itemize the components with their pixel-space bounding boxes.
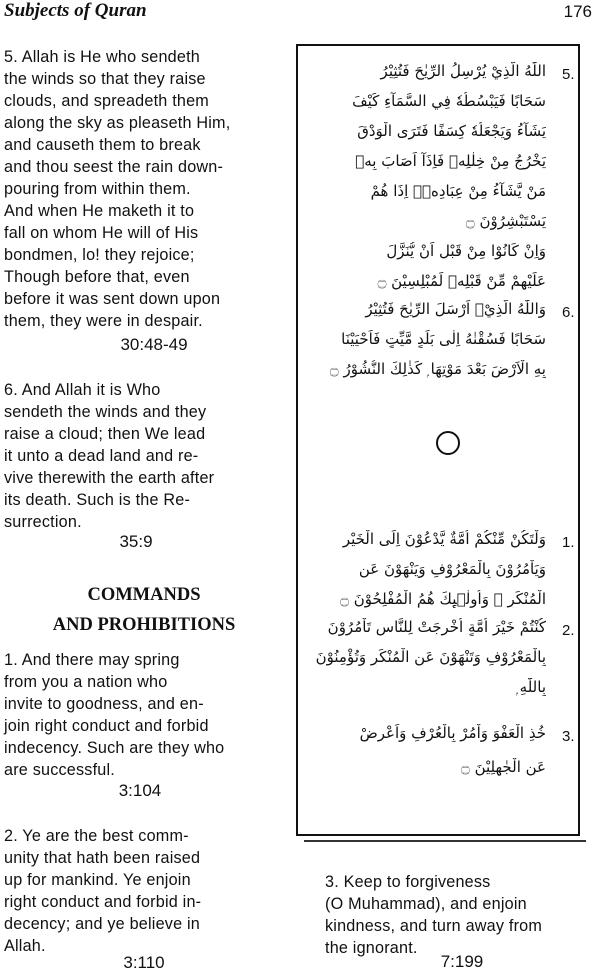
arabic-line: وَلْتَكُنْ مِّنْكُمْ اُمَّةٌ يَّدْعُوْنَ اِلَى الْخَيْرِ <box>342 530 546 548</box>
text-line: 6. And Allah it is Who <box>4 381 161 399</box>
arabic-line: يَخْرُجُ مِنْ خِلٰلِهٖ فَاِذَآ اَصَابَ بِهٖ <box>355 152 546 170</box>
arabic-line: وَاللّٰهُ الَّذِيْۤ اَرْسَلَ الرِّيٰحَ فَتُثِيْرُ <box>365 300 546 318</box>
text-line: from you a nation who <box>4 673 168 691</box>
paragraph-command-2 <box>4 825 272 957</box>
arabic-line: بِهِ الْاَرْضَ بَعْدَ مَوْتِهَا ۭ كَذٰلِكَ النُّشُوْرُ ۝ <box>329 360 546 378</box>
text-line: Allah. <box>4 937 46 955</box>
arabic-line: بِالْمَعْرُوْفِ وَتَنْهَوْنَ عَنِ الْمُنْكَرِ وَتُؤْمِنُوْنَ <box>315 648 546 666</box>
text-line: pouring from within them. <box>4 180 191 198</box>
text-line: clouds, and spreadeth them <box>4 92 209 110</box>
arabic-verse-number: 6. <box>562 304 575 321</box>
text-line: and thou seest the rain down- <box>4 158 224 176</box>
section-heading-commands: COMMANDS <box>87 585 201 605</box>
reference-command-3: 7:199 <box>440 952 484 971</box>
text-line: raise a cloud; then We lead <box>4 425 206 443</box>
text-line: and causeth them to break <box>4 136 201 154</box>
text-line: before it was sent down upon <box>4 290 221 308</box>
arabic-line: كُنْتُمْ خَيْرَ اُمَّةٍ اُخْرِجَتْ لِلنَّاسِ تَاْمُرُوْنَ <box>327 618 546 636</box>
text-line: it unto a dead land and re- <box>4 447 199 465</box>
divider-rule <box>304 840 586 842</box>
arabic-verse-number: 5. <box>562 66 575 83</box>
text-line: along the sky as pleaseth Him, <box>4 114 231 132</box>
arabic-line: الْمُنْكَرِ ۭ وَاُولٰۗىِٕكَ هُمُ الْمُفْلِحُوْنَ ۝ <box>340 590 546 608</box>
text-line: kindness, and turn away from <box>325 917 543 935</box>
text-line: 3. Keep to forgiveness <box>325 873 491 891</box>
text-line: right conduct and forbid in- <box>4 893 202 911</box>
arabic-line: عَلَيْهِمْ مِّنْ قَبْلِهٖ لَمُبْلِسِيْنَ ۝ <box>377 272 546 290</box>
section-heading-prohibitions: AND PROHIBITIONS <box>52 615 236 635</box>
text-line: indecency. Such are they who <box>4 739 225 757</box>
text-line: unity that hath been raised <box>4 849 201 867</box>
reference-command-2: 3:110 <box>123 953 165 972</box>
text-line: decency; and ye believe in <box>4 915 200 933</box>
arabic-line: وَيَاْمُرُوْنَ بِالْمَعْرُوْفِ وَيَنْهَوْنَ عَنِ <box>358 560 546 578</box>
text-line: invite to goodness, and en- <box>4 695 204 713</box>
arabic-line: يَشَآءُ وَيَجْعَلُهٗ كِسَفًا فَتَرَى الْوَدْقَ <box>357 122 546 140</box>
arabic-line: مَنْ يَّشَآءُ مِنْ عِبَادِهٖۤ اِذَا هُمْ <box>370 182 546 200</box>
paragraph-verse-5 <box>4 46 272 332</box>
text-line: 5. Allah is He who sendeth <box>4 48 200 66</box>
text-line: 2. Ye are the best comm- <box>4 827 189 845</box>
page-number: 176 <box>563 2 592 21</box>
arabic-line: خُذِ الْعَفْوَ وَاْمُرْ بِالْعُرْفِ وَاَعْرِضْ <box>359 724 546 742</box>
arabic-line: سَحَابًا فَيَبْسُطُهٗ فِي السَّمَآءِ كَيْفَ <box>352 92 546 110</box>
arabic-verse-number: 1. <box>562 534 575 551</box>
text-line: up for mankind. Ye enjoin <box>4 871 191 889</box>
text-line: fall on whom He will of His <box>4 224 199 242</box>
text-line: 1. And there may spring <box>4 651 180 669</box>
text-line: are successful. <box>4 761 115 779</box>
text-line: its death. Such is the Re- <box>4 491 191 509</box>
arabic-verse-number: 2. <box>562 622 575 639</box>
text-line: Though before that, even <box>4 268 190 286</box>
arabic-line: اللّٰهُ الَّذِيْ يُرْسِلُ الرِّيٰحَ فَتُثِيْرُ <box>380 62 546 80</box>
reference-command-1: 3:104 <box>118 781 162 800</box>
circle-ornament <box>436 431 460 455</box>
arabic-line: عَنِ الْجٰهِلِيْنَ ۝ <box>461 758 546 776</box>
arabic-verse-number: 3. <box>562 728 575 745</box>
paragraph-command-1 <box>4 649 272 781</box>
text-line: And when He maketh it to <box>4 202 195 220</box>
text-line: vive therewith the earth after <box>4 469 215 487</box>
arabic-line: وَاِنْ كَانُوْا مِنْ قَبْلِ اَنْ يُّنَزَّلَ <box>386 242 546 260</box>
arabic-line: يَسْتَبْشِرُوْنَ ۝ <box>465 212 546 230</box>
arabic-line: سَحَابًا فَسُقْنٰهُ اِلٰى بَلَدٍ مَّيِّتٍ فَاَحْيَيْنَا <box>341 330 546 348</box>
text-line: bondmen, lo! they rejoice; <box>4 246 195 264</box>
paragraph-command-3 <box>325 871 593 959</box>
reference-verse-6: 35:9 <box>119 532 153 551</box>
text-line: sendeth the winds and they <box>4 403 207 421</box>
text-line: them, they were in despair. <box>4 312 203 330</box>
reference-verse-5: 30:48-49 <box>120 335 188 354</box>
text-line: join right conduct and forbid <box>4 717 209 735</box>
text-line: the winds so that they raise <box>4 70 206 88</box>
page-header-title: Subjects of Quran <box>4 0 147 21</box>
text-line: surrection. <box>4 513 82 531</box>
arabic-line: بِاللّٰهِ ۭ <box>515 678 546 696</box>
text-line: the ignorant. <box>325 939 418 957</box>
text-line: (O Muhammad), and enjoin <box>325 895 527 913</box>
paragraph-verse-6 <box>4 379 270 533</box>
